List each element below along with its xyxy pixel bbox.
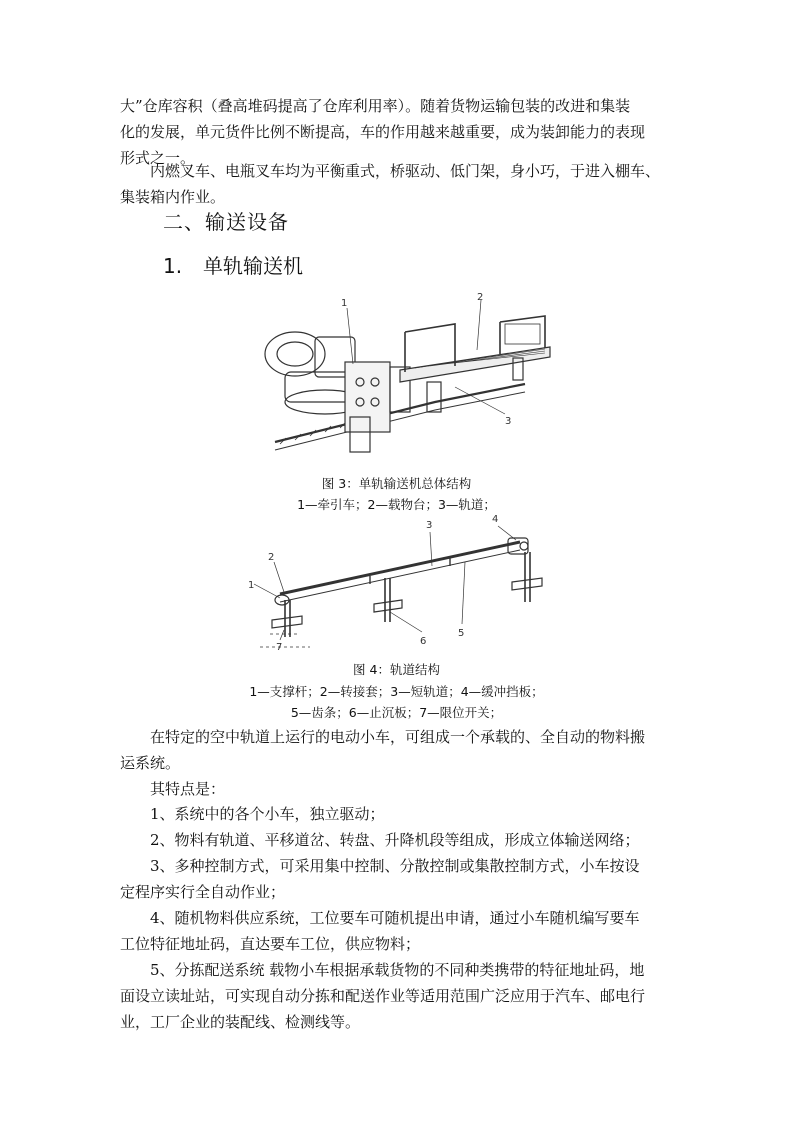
- feature-item-5-line-2: 面设立读址站，可实现自动分拣和配送作业等适用范围广泛应用于汽车、邮电行: [120, 987, 646, 1005]
- feature-item-2: 2、物料有轨道、平移道岔、转盘、升降机段等组成，形成立体输送网络；: [150, 831, 640, 849]
- body-paragraph-1-line-1: 在特定的空中轨道上运行的电动小车，可组成一个承载的、全自动的物料搬: [150, 728, 646, 746]
- feature-item-3-line-1: 3、多种控制方式，可采用集中控制、分散控制或集散控制方式，小车按设: [150, 857, 640, 875]
- figure-3-illustration: [255, 292, 555, 462]
- fig4-callout-6: 6: [420, 636, 427, 647]
- subsection-number: 1.: [163, 254, 183, 278]
- fig4-callout-4: 4: [492, 514, 499, 525]
- section-heading: 二、输送设备: [163, 210, 289, 234]
- body-paragraph-1-line-2: 运系统。: [120, 754, 181, 772]
- intro-line-2: 化的发展，单元货件比例不断提高，车的作用越来越重要，成为装卸能力的表现: [120, 123, 646, 141]
- fig3-callout-2: 2: [477, 292, 484, 303]
- intro-line-3: 形式之一。: [120, 149, 196, 167]
- subsection-title: 单轨输送机: [203, 254, 303, 278]
- figure-4-illustration: [240, 512, 550, 652]
- intro-line-4: 内燃叉车、电瓶叉车均为平衡重式，桥驱动、低门架，身小巧，于进入棚车、: [150, 162, 661, 180]
- feature-item-4-line-1: 4、随机物料供应系统，工位要车可随机提出申请，通过小车随机编写要车: [150, 909, 640, 927]
- fig4-callout-7: 7: [276, 642, 283, 652]
- feature-item-1: 1、系统中的各个小车，独立驱动；: [150, 805, 385, 823]
- fig4-callout-1: 1: [248, 580, 255, 591]
- feature-item-3-line-2: 定程序实行全自动作业；: [120, 883, 286, 901]
- intro-line-1: 大”仓库容积（叠高堆码提高了仓库利用率）。随着货物运输包装的改进和集装: [120, 97, 631, 115]
- feature-item-5-line-1: 5、分拣配送系统 载物小车根据承载货物的不同种类携带的特征地址码，地: [150, 961, 645, 979]
- fig3-callout-1: 1: [341, 298, 348, 309]
- fig4-callout-2: 2: [268, 552, 275, 563]
- intro-line-5: 集装箱内作业。: [120, 188, 226, 206]
- figure-4-legend-line-2: 5—齿条；6—止沉板；7—限位开关；: [290, 705, 503, 720]
- fig4-callout-5: 5: [458, 628, 465, 639]
- subsection-heading: [163, 250, 303, 279]
- figure-3-caption: 图 3：单轨输送机总体结构: [321, 476, 472, 491]
- features-intro: 其特点是：: [150, 780, 226, 798]
- figure-4-legend-line-1: 1—支撑杆；2—转接套；3—短轨道；4—缓冲挡板；: [249, 684, 544, 699]
- feature-item-5-line-3: 业，工厂企业的装配线、检测线等。: [120, 1013, 361, 1031]
- fig4-callout-3: 3: [426, 520, 433, 531]
- feature-item-4-line-2: 工位特征地址码，直达要车工位，供应物料；: [120, 935, 421, 953]
- fig3-callout-3: 3: [505, 416, 512, 427]
- figure-3-legend: 1—牵引车；2—载物台；3—轨道；: [297, 497, 496, 512]
- figure-4-caption: 图 4：轨道结构: [353, 662, 440, 677]
